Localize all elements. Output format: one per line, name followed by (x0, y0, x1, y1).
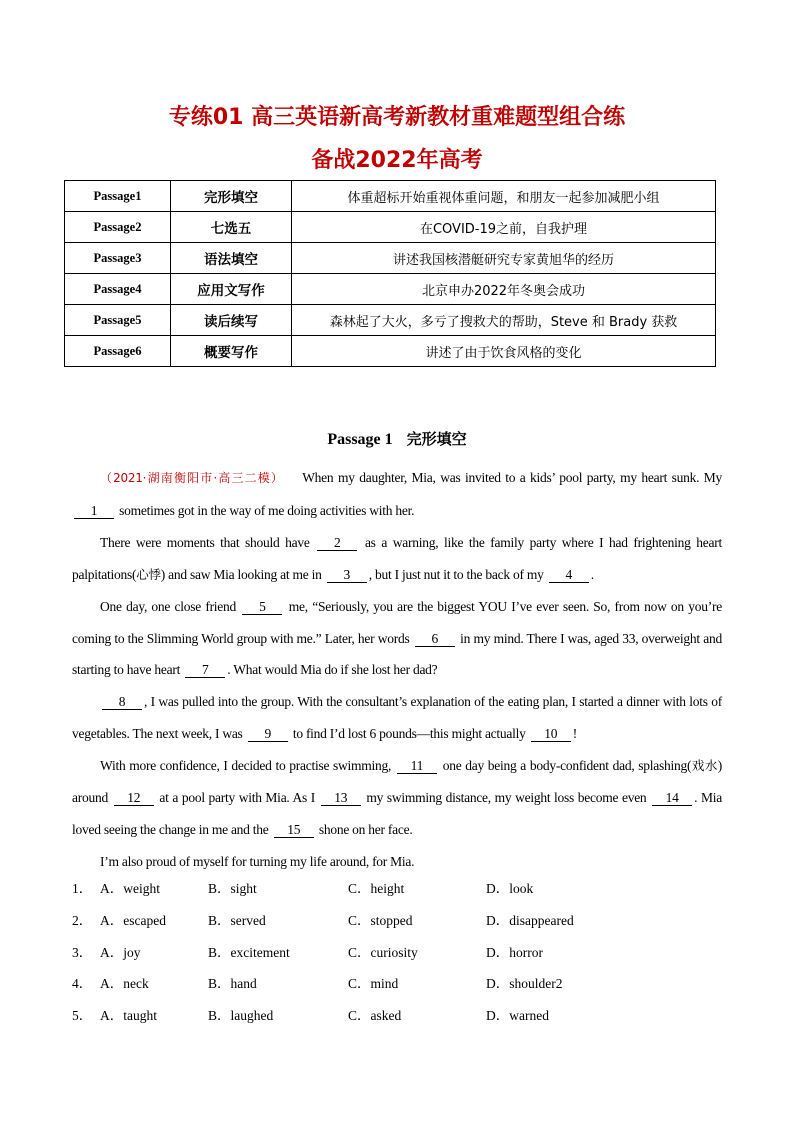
option-row (72, 940, 722, 972)
text-run: one day being a body-confident dad, splashing( (438, 758, 692, 774)
option-a: A．joy (100, 944, 141, 960)
type-cell: 七选五 (171, 212, 292, 243)
option-c: C．asked (348, 1008, 402, 1024)
option-d: D．disappeared (486, 912, 574, 928)
option-d: D．look (486, 881, 534, 896)
table-row (65, 336, 716, 367)
type-cell: 应用文写作 (171, 274, 292, 305)
option-c: C．height (348, 881, 405, 896)
text-run: When my daughter, Mia, was invited to a kids’ pool party, my heart sunk. My (302, 470, 722, 485)
option-a: A．escaped (100, 912, 166, 928)
option-a: A．taught (100, 1008, 157, 1024)
text-run: ) around (72, 758, 722, 806)
blank-2: 2 (317, 536, 357, 551)
passage-cell: Passage3 (65, 243, 171, 274)
option-b: B．excitement (208, 944, 290, 960)
type-cell: 概要写作 (171, 336, 292, 367)
option-b: B．laughed (208, 1008, 274, 1024)
question-number: 3． (72, 944, 93, 960)
text-run: to find I’d lost 6 pounds—this might actually (289, 726, 529, 742)
passage-cell: Passage2 (65, 212, 171, 243)
passage-cell: Passage1 (65, 181, 171, 212)
type-cell: 完形填空 (171, 181, 292, 212)
blank-10: 10 (531, 727, 571, 742)
topic-cell: 在COVID-19之前，自我护理 (292, 212, 716, 243)
text-run: shone on her face. (315, 821, 413, 837)
type-cell: 语法填空 (171, 243, 292, 274)
type-cell: 读后续写 (171, 305, 292, 336)
text-run: ) and saw Mia looking at me in (160, 566, 325, 582)
blank-8: 8 (102, 695, 142, 710)
blank-3: 3 (327, 568, 367, 583)
blank-6: 6 (415, 632, 455, 647)
option-row (72, 1003, 722, 1035)
document-subtitle: 备战2022年高考 (311, 148, 483, 173)
table-row (65, 181, 716, 212)
paragraph (72, 750, 722, 846)
question-number: 2． (72, 912, 93, 928)
text-run: in my mind. There I was, aged 33, overweight and starting to have heart (72, 630, 722, 678)
text-run: as a warning, like the family party where I had frightening heart palpitations( (72, 534, 723, 582)
text-run: . What would Mia do if she lost her dad? (227, 662, 438, 678)
paragraph (72, 591, 722, 687)
option-d: D．warned (486, 1008, 549, 1024)
text-run: . (590, 566, 594, 582)
blank-7: 7 (185, 663, 225, 678)
option-b: B．served (208, 912, 266, 928)
blank-9: 9 (248, 727, 288, 742)
table-row (65, 274, 716, 305)
text-run: at a pool party with Mia. As I (155, 790, 319, 806)
blank-5: 5 (242, 600, 282, 615)
option-c: C．curiosity (348, 944, 418, 960)
blank-11: 11 (397, 759, 437, 774)
text-run: . Mia loved seeing the change in me and the (72, 790, 722, 837)
blank-4: 4 (549, 568, 589, 583)
text-run: my swimming distance, my weight loss become even (362, 790, 651, 806)
option-row (72, 908, 722, 940)
paragraph (72, 527, 722, 591)
passage-body (72, 462, 722, 878)
table-row (65, 212, 716, 243)
blank-12: 12 (114, 791, 154, 806)
table-row (65, 305, 716, 336)
text-run: One day, one close friend (100, 598, 241, 614)
text-run: ! (572, 726, 578, 742)
text-run: me, “Seriously, you are the biggest YOU I’ve ever seen. So, from now on you’re coming to the Slimming World group with me.” Later, her words (72, 598, 722, 646)
passage-heading-label: Passage 1 (327, 431, 393, 448)
text-run: sometimes got in the way of me doing activities with her. (116, 502, 415, 518)
topic-cell: 讲述了由于饮食风格的变化 (292, 336, 716, 367)
passage-cell: Passage4 (65, 274, 171, 305)
topic-cell: 体重超标开始重视体重问题，和朋友一起参加减肥小组 (292, 181, 716, 212)
option-c: C．mind (348, 976, 399, 992)
paragraph (72, 462, 722, 527)
option-a: A．neck (100, 976, 149, 992)
topic-cell: 讲述我国核潜艇研究专家黄旭华的经历 (292, 243, 716, 274)
question-number: 1． (72, 881, 93, 896)
text-run-cn: 戏水 (691, 758, 718, 774)
option-a: A．weight (100, 881, 160, 896)
passage-heading (0, 428, 794, 449)
answer-options (72, 876, 722, 1035)
question-number: 4． (72, 976, 93, 992)
passage-heading-type: 完形填空 (406, 430, 467, 448)
table-row (65, 243, 716, 274)
option-d: D．horror (486, 944, 543, 960)
passage-cell: Passage5 (65, 305, 171, 336)
topic-cell: 森林起了大火，多亏了搜救犬的帮助，Steve 和 Brady 获救 (292, 305, 716, 336)
blank-1: 1 (74, 504, 114, 519)
option-row (72, 971, 722, 1003)
source-citation: （2021·湖南衡阳市·高三二模） (100, 471, 285, 485)
blank-14: 14 (652, 791, 692, 806)
option-d: D．shoulder2 (486, 976, 563, 992)
topic-cell: 北京申办2022年冬奥会成功 (292, 274, 716, 305)
blank-15: 15 (274, 823, 314, 838)
option-b: B．sight (208, 881, 257, 896)
passage-cell: Passage6 (65, 336, 171, 367)
option-c: C．stopped (348, 912, 413, 928)
option-b: B．hand (208, 976, 257, 992)
paragraph (72, 686, 722, 750)
text-run: With more confidence, I decided to practise swimming, (100, 758, 395, 774)
text-run: , but I just nut it to the back of my (368, 566, 547, 582)
text-run-cn: 心悸 (136, 566, 161, 582)
overview-table (64, 180, 716, 367)
option-row (72, 876, 722, 908)
paragraph: I’m also proud of myself for turning my life around, for Mia. (100, 853, 415, 869)
question-number: 5． (72, 1008, 93, 1024)
document-title: 专练01 高三英语新高考新教材重难题型组合练 (168, 105, 626, 130)
text-run: There were moments that should have (100, 534, 316, 550)
blank-13: 13 (321, 791, 361, 806)
text-run: , I was pulled into the group. With the consultant’s explanation of the eating plan, I started a dinner with lots of vegetables. The next week, I was (72, 694, 722, 742)
